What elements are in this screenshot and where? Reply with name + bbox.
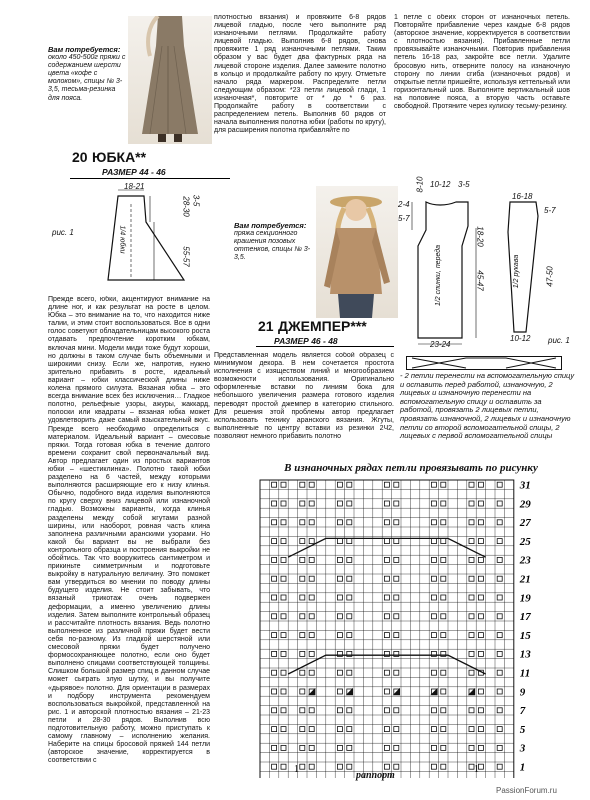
sweater-dim-b: 10-12 — [430, 180, 451, 189]
knit-chart — [258, 478, 578, 778]
chart-row-number: 31 — [519, 479, 531, 492]
skirt-article-text — [48, 296, 210, 798]
sweater-needs-text: пряжа секционного крашения позовых оттенков, спицы № 3-3,5. — [234, 230, 311, 262]
skirt-fig-label: рис. 1 — [52, 228, 74, 237]
sweater-photo — [316, 186, 398, 318]
skirt-dim-side-a: 28-30 — [181, 196, 191, 217]
skirt-materials — [48, 46, 126, 103]
chart-title: В изнаночных рядах петли провязывать по рисунку — [284, 462, 538, 474]
sweater-size: РАЗМЕР 46 - 48 — [274, 336, 338, 346]
legend-item: - 2 петли перенести на вспомогательную спицу и оставить перед работой, изнаночную, 2 лицевых и изнаночную перенести на вспомогательную спицу и оставить за работой, провязать 2 лицевых петли, провязать изнаночной, 2 лицевых и изнаночную петли со второй вспомогательной спицы, 2 лицевых с первой вспомогательной спицы — [400, 371, 575, 441]
chart-repeat-label: раппорт — [356, 770, 395, 781]
sweater-dim-e: 5-7 — [398, 214, 410, 223]
legend-symbol — [406, 356, 562, 370]
skirt-size: РАЗМЕР 44 - 46 — [102, 167, 166, 177]
skirt-schematic — [48, 182, 228, 292]
footer-watermark: PassionForum.ru — [496, 786, 557, 795]
sweater-desc: Представленная модель является собой образец с минимумом декора. В нем сочетается простота исполнения с изяществом линий и многообразием возможности использования. Оригинально оформленные вставки по линиям бока для небольшого увеличения размера готового изделия переводят простой джемпер в категорию стильного. Для решения этой проблемы автор предлагает использовать технику аранского вязания. Жгуты, выполненные по центру вставки из резинки 2Ч2, позволяют немного прибавить полотно — [214, 352, 394, 440]
legend-text — [400, 372, 576, 441]
sweater-heading — [258, 318, 418, 346]
chart-row-number: 11 — [519, 667, 531, 680]
sweater-dim-a: 8-10 — [415, 176, 425, 193]
sweater-dim-d: 2-4 — [398, 200, 410, 209]
sweater-dim-sleeve-bot: 10-12 — [510, 334, 531, 343]
sweater-name: ДЖЕМПЕР*** — [278, 318, 367, 334]
chart-row-number: 17 — [519, 611, 531, 624]
skirt-body: Прежде всего, юбки, акцентируют внимание на длине ног, и как результат на росте в целом. Юбка – это внимание на то, что находится ниже талии, и этим стоит воспользоваться. Все в одни голос советуют обладательницам высокого роста отдавать предпочтение коротким юбкам, включая мини. Модели миди тоже будут хороши, но должны в таком случае быть объемными и широкими снизу. Если же, напротив, нужно зрительно прибавить в росте, идеальный вариант – юбки классической длины ниже колена прямого силуэта. Вязаная юбка – это всегда внимание всех без исключения… Гладкое полотно, рельефные узоры, ажуры, жаккард, полоски или квадраты – вязаная юбка может удовлетворить даже самый взыскательный вкус. Прежде всего необходимо определиться с материалом. Идеальный вариант – смесовые пряжи. Тогда готовая юбка в течение долгого времени сохранит свой первоначальный вид. Автор предлагает один из простых вариантов юбки – «шестиклинка». Полотно такой юбки разделено на 6 частей, между которыми выполняются расширяющие его к низу клинья. Обычно, подобного вида изделия выполняются по кругу сверху вниз лицевой или изнаночной гладью. Возможны варианты, когда клинья разделены между собой жгутами разной ширины, или наоборот, ровная часть клина заполнена различными аранскими узорами. Но какой бы вариант вы не выбрали без контрольного образца и построения выкройки не обойтись. Так что вооружитесь сантиметром и прикиньте симметричным и подготовьте выкройку в натуральную величину. Это поможет вам утвердиться во мнении по поводу длины будущего изделия. Не стоит забывать, что вязаный трикотаж очень подвержен деформации, а именно увеличению длины изделия. Затем выполните контрольный образец и рассчитайте плотность вязания. Ведь полотно выполненное из различной пряжи будет вести себя по-разному. Из гладкой шерстяной или смесовой пряжи будет получено формосохраняющее полотно, если оно будет выполнено спицами соответствующей толщины. Слишком большой размер спиц в данном случае может сыграть злую шутку, и вы получите «дырявое» полотно. Для ориентации в размерах и подбору инструмента рекомендуем воспользоваться выкройкой, представленной на рис. 1 и авторской плотностью вязания – 21-23 петли и 28-30 рядов. Выполнив всю подготовительную работу, можно приступать к самому главному – исполнению желания. Наберите на спицы бросовой пряжей 144 петли (авторское значение, корректируется в соответствии с — [48, 296, 210, 765]
sweater-dim-sleeve-len: 47-50 — [545, 266, 555, 287]
chart-row-number: 3 — [519, 742, 526, 755]
sweater-number: 21 — [258, 318, 274, 334]
chart-row-number: 7 — [519, 705, 526, 718]
skirt-dim-side-c: 55-57 — [181, 246, 191, 267]
top-col2-text: плотностью вязания) и провяжите 6-8 рядов лицевой гладью, после чего выполните ряд изнаночными петлями. Продолжайте работу лицевой гладью. Выполнив 6-8 рядов, снова провяжите 1 ряд изнаночными петлями. Таким образом у вас будет два фактурных ряда на лицевой стороне изделия. Далее замкните полотно в кольцо и продолжайте работу по кругу. Отметьте начало ряда маркером. Распределите петли следующим образом: *23 петли лицевой глади, 1 изнаночная*, повторите от * до * 6 раз. Продолжайте работу в соответствии с распределением петель. Выполнив 60 рядов от начала выполнения полотна юбки (работы по кругу), для расширения полотна прибавляйте по — [214, 14, 386, 135]
chart-row-number: 19 — [519, 592, 531, 605]
sweater-article-text — [214, 352, 394, 456]
skirt-heading — [72, 149, 232, 177]
sweater-dim-sleeve-top: 16-18 — [512, 192, 533, 201]
sweater-fig-label: рис. 1 — [548, 336, 570, 345]
skirt-number: 20 — [72, 149, 88, 165]
chart-right-mark: 1 — [474, 764, 479, 775]
chart-row-number: 23 — [519, 554, 531, 567]
chart-row-number: 25 — [519, 535, 531, 548]
sweater-dim-front: 1/2 спинки, переда — [435, 244, 443, 307]
sweater-dim-sleeve-side: 5-7 — [544, 206, 556, 215]
chart-row-number: 1 — [519, 761, 526, 774]
chart-row-number: 9 — [519, 686, 526, 699]
sweater-dim-c: 3-5 — [458, 180, 470, 189]
skirt-heading-rule — [70, 178, 230, 179]
skirt-dim-top: 18-21 — [124, 182, 145, 191]
sweater-schematic — [398, 172, 578, 352]
chart-row-number: 27 — [519, 517, 531, 530]
chart-row-number: 29 — [519, 498, 531, 511]
chart-row-number: 5 — [519, 723, 526, 736]
chart-row-number: 15 — [519, 629, 531, 642]
sweater-dim-f: 18-20 — [475, 226, 485, 247]
top-column-3 — [394, 14, 570, 148]
skirt-needs-title: Вам потребуется: — [48, 45, 121, 54]
chart-left-mark: 1 — [294, 764, 299, 775]
sweater-materials — [234, 222, 314, 262]
sweater-needs-title: Вам потребуется: — [234, 221, 307, 230]
sweater-dim-sleeve: 1/2 рукава — [513, 254, 521, 289]
chart-row-number: 13 — [519, 648, 531, 661]
skirt-dim-side-b: 3-5 — [191, 194, 201, 207]
chart-row-number: 21 — [519, 573, 531, 586]
sweater-dim-g: 45-47 — [475, 270, 485, 291]
sweater-dim-h: 23-24 — [430, 340, 451, 349]
skirt-dim-center: 1/4 юбки — [118, 225, 126, 254]
skirt-photo — [128, 16, 212, 144]
skirt-needs-text: около 450-500г пряжи с содержанием шерсти цвета «кофе с молоком», спицы № 3-3,5, тесьма-резинка для пояса. — [48, 54, 126, 102]
skirt-name: ЮБКА** — [92, 149, 147, 165]
top-col3-text: 1 петле с обеих сторон от изнаночных петель. Повторяйте прибавление через каждые 6-8 рядов (авторское значение, корректируется в соответствии с плотностью вязания). Прибавленные петли провязывайте изнаночными. Повторив прибавления петель 16-18 раз, закройте все петли. Удалите бросовую нить, отверните полосу на изнаночную сторону по линии сгиба (изнаночных рядов) и открытые петли пришейте, используя кеттельный или горизонтальный шов. Выполните вертикальный шов на половине пояса, а вторую часть оставьте свободной. Протяните через кулиску тесьму-резинку. — [394, 14, 570, 111]
top-column-2 — [214, 14, 386, 148]
sweater-heading-rule — [256, 346, 394, 347]
